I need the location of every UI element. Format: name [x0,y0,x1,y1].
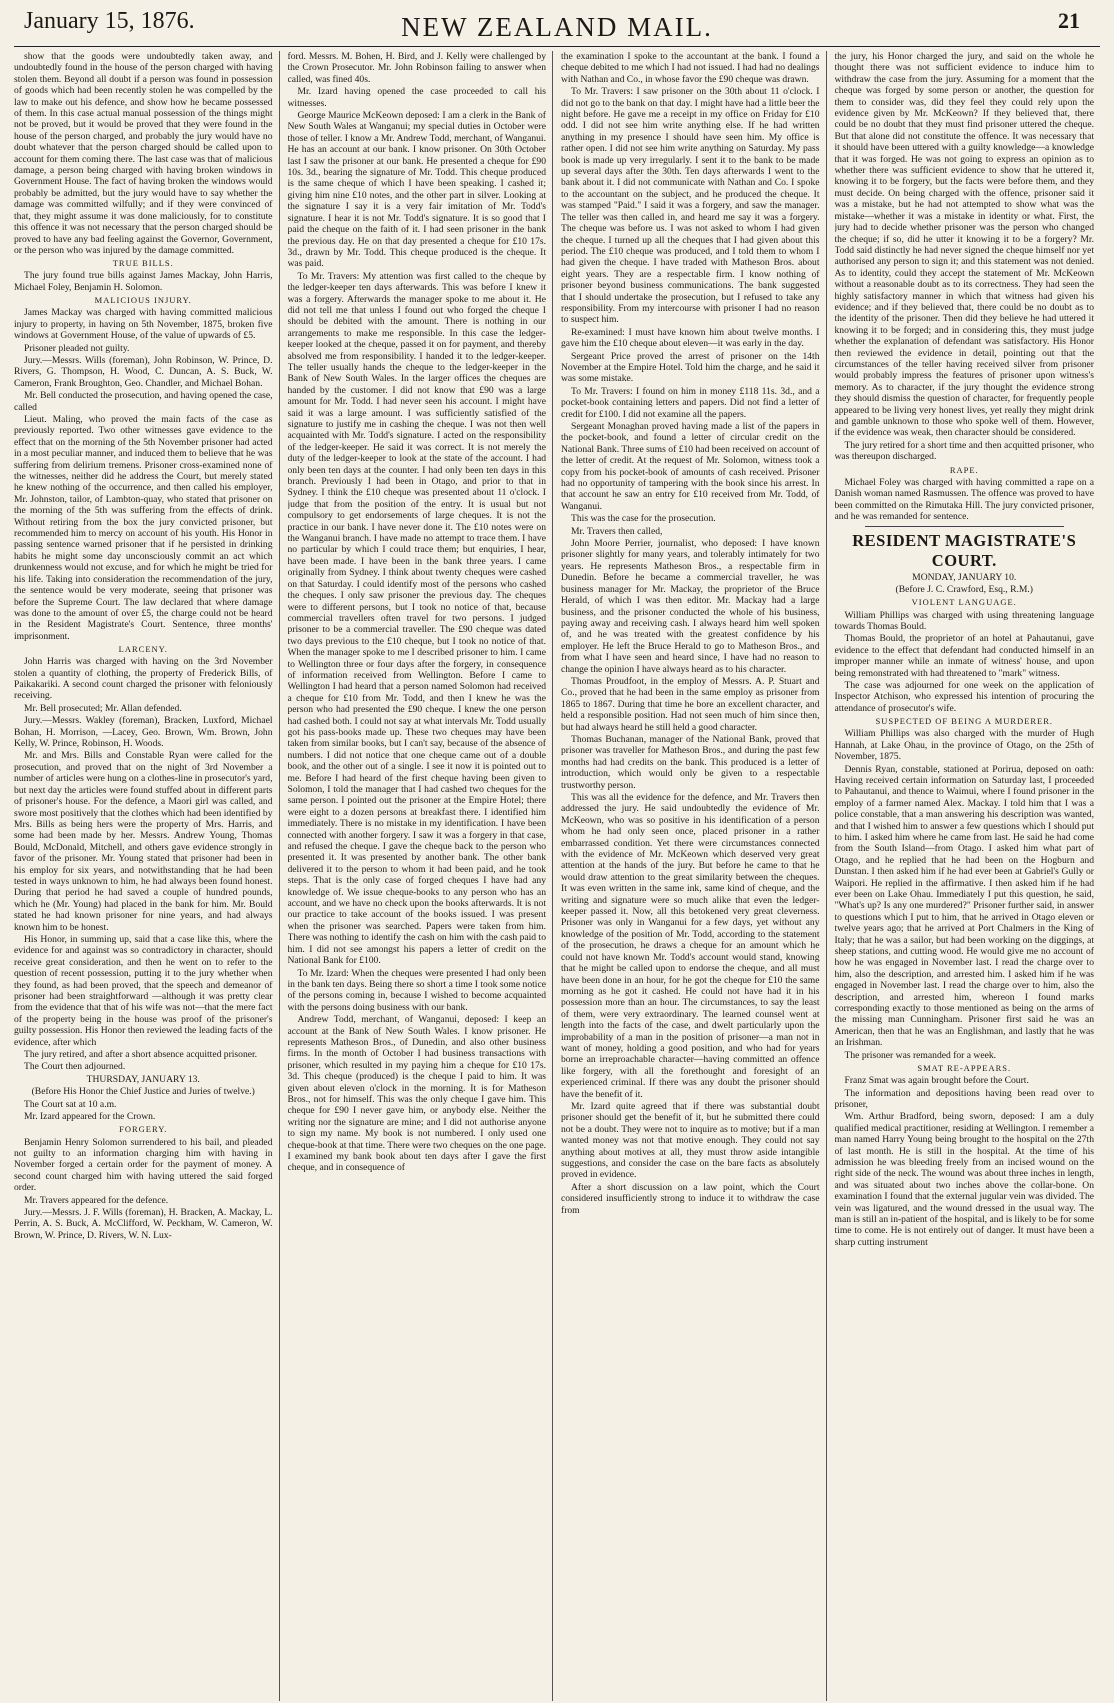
date-heading: THURSDAY, JANUARY 13. [86,1073,200,1085]
paragraph: This was the case for the prosecution. [571,513,716,525]
paragraph: Sergeant Monaghan proved having made a list of the papers in the pocket-book, and found a letter of circular credit on the National Bank. Three sums of £10 had been received on account of the letter of credit. At the request of Mr. Solomon, witness took a copy from his pocket-book of amounts of cash received. Prisoner had no opportunity of tampering with the book since his arrest. In that account he saw an entry for £10 received from Mr. Todd, of Wanganui. [561,421,820,512]
paragraph: Benjamin Henry Solomon surrendered to his bail, and pleaded not guilty to an information charging him with having in November forged a certain order for the payment of money. A second count charged him with having uttered the said forged order. [14,1136,273,1194]
paragraph: To Mr. Travers: I found on him in money £118 11s. 3d., and a pocket-book containing letters and papers. Did not find a letter of credit for £100. I did not examine all the papers. [561,385,820,420]
column-2 [288,51,554,1701]
paragraph: Sergeant Price proved the arrest of prisoner on the 14th November at the Empire Hotel. Told him the charge, and he said it was some mistake. [561,350,820,385]
paragraph: show that the goods were undoubtedly taken away, and undoubtedly found in the house of the person charged with having stolen them. Beyond all doubt if a person was found in possession of goods which had been recently stolen he was compelled by the law to make out his defence, and show how he became possessed of them. In this case actual manual possession of the things might not be proved, but it would be proved that they were found in the house of the person charged, and probably the jury would have no doubt whatever that the person charged should be called upon to account for them coming there. The last case was that of malicious damage, a person being charged with having broken windows in Government House. The fact of having broken the windows would probably be admitted, but the jury would have to say whether the damage was committed wilfully; and if they were convinced of that, they might assume it was done maliciously, for to constitute this offence it was not necessary that the person charged should be proved to have any bad feeling against the Governor, Government, or the person who was injured by the damage committed. [14,51,273,256]
paragraph: Mr. and Mrs. Bills and Constable Ryan were called for the prosecution, and proved that on the night of 3rd November a number of articles were hung on a clothes-line in prosecutor's yard, but next day the articles were found stuffed about in different parts of prisoner's house. For the defence, a Maori girl was called, and swore most positively that the clothes which had been identified by Mrs. Bills as being hers were the property of Mrs. Harris, and some had been made by her. Messrs. Andrew Young, Thomas Bould, McDonald, Mitchell, and others gave evidence strongly in favor of the prisoner. Mr. Young stated that prisoner had been in his employ for six years, and notwithstanding that he had been tested in ways unknown to him, he had always been found honest. During that period he had saved a couple of hundred pounds, which he (Mr. Young) had placed in the bank for him. Mr. Bould stated he had known prisoner for nine years, and had always known him to be honest. [14,750,273,933]
paragraph: After a short discussion on a law point, which the Court considered insufficiently strong to induce it to withdraw the case from [561,1181,820,1216]
paragraph: Jury.—Messrs. Wills (foreman), John Robinson, W. Prince, D. Rivers, G. Thompson, H. Wood, C. Duncan, A. S. Buck, W. Cameron, Frank Broughton, Geo. Chandler, and Michael Bohan. [14,354,273,389]
paragraph: Mr. Bell prosecuted; Mr. Allan defended. [24,702,182,714]
paragraph: the jury, his Honor charged the jury, and said on the whole he thought there was not sufficient evidence to induce him to withdraw the case from the jury. Assuming for a moment that the cheque was forged by some person or another, the question for them to consider was, did they feel they could rely upon the evidence given by Mr. McKeown? If they believed that, there could be no doubt that they must find prisoner uttered the cheque. But that alone did not constitute the offence. It was necessary that it should have been uttered with a guilty knowledge—a knowledge that it was forged. He was not going to express an opinion as to whether there was sufficient evidence to show that he uttered it, knowing it to be forgery, but the facts were before them, and they must decide. On being charged with the offence, prisoner said it was a mistake, but he had not attempted to show what was the mistake—whether it was a mistake in identity or what. First, the jury had to decide whether prisoner was the person who changed the cheque; if so, did he utter it knowing it to be a forgery? Mr. Todd said distinctly he had never signed the cheque himself nor yet authorised any person to sign it; and this statement was not denied. As to identity, could they accept the statement of Mr. McKeown without a reasonable doubt as to its correctness. They had seen the highly satisfactory manner in which that witness had given his evidence; and if they believed that, there could be no doubt as to the identity of the prisoner. Then did they believe he had uttered it knowing it to be forged; and in considering this, they must judge whether the explanation of defendant was satisfactory. His Honor then reviewed the evidence in detail, pointing out that the circumstances of the teller having received silver from prisoner would probably impress the features of prisoner upon witness's memory. As to character, if the jury thought the evidence strong they should dismiss the question of character, for frequently people appeared to be living very honest lives, yet really they might drink and gamble unknown to those who spoke well of them. However, if the evidence was weak, then character should be considered. [834,51,1094,439]
paragraph: George Maurice McKeown deposed: I am a clerk in the Bank of New South Wales at Wanganui; my special duties in October were those of teller. I know a Mr. Andrew Todd, merchant, of Wanganui. He has an account at our bank. I know prisoner. On 30th October last I saw the prisoner at our bank. He presented a cheque for £90 10s. 3d., bearing the signature of Mr. Todd. This cheque produced is the same cheque of which I have been speaking. I cashed it; giving him nine £10 notes, and the other part in silver. Looking at the signature I say it is a very fair imitation of Mr. Todd's signature. I hear it is not Mr. Todd's signature. It is so good that I paid the cheque on the faith of it. I had seen prisoner in the bank the previous day. He on that day presented a cheque for £10 17s. 3d., drawn by Mr. Todd. This cheque produced is the cheque. It was paid. [287,110,546,270]
court-note: (Before J. C. Crawford, Esq., R.M.) [895,584,1033,596]
section-heading: TRUE BILLS. [112,258,174,269]
divider [865,526,1065,527]
section-heading: LARCENY. [118,644,168,655]
paragraph: ford. Messrs. M. Bohen, H. Bird, and J. Kelly were challenged by the Crown Prosecutor. Mr. John Robinson failing to answer when called, was fined 40s. [287,51,546,85]
page-number: 21 [1058,8,1080,33]
paragraph: James Mackay was charged with having committed malicious injury to property, in having on 5th November, 1875, broken five windows at Government House, of the value of upwards of £5. [14,307,273,342]
paragraph: To Mr. Travers: My attention was first called to the cheque by the ledger-keeper ten days afterwards. This was before I knew it was a forgery. Afterwards the manager spoke to me about it. He did not tell me that unless I found out who forged the cheque I should be debited with the amount. There is nothing in our arrangements to make me responsible. In this case the ledger-keeper looked at the cheque, passed it on for payment, and thereby absolved me from responsibility. I handed it to the ledger-keeper. The teller usually hands the cheque to the ledger-keeper in the Bank of New South Wales. In the larger offices the cheques are handed by the customer. I did not know that £90 was a large amount for Mr. Todd. I had never seen his account. I might have said it was a large amount. I was sufficiently satisfied of the signature to justify me in cashing the cheque. I was not then well acquainted with Mr. Todd's signature. I acted on the responsibility of the ledger-keeper. He said it was correct. It is not merely the duty of the ledger-keeper to look at the state of the account. I had only been ten days at the counter. I had only been ten days in this branch. Previously I had been in Otago, and prior to that in Sydney. I think the £10 cheque was presented about 11 o'clock. I judge that from the position of the entry. It is usual but not compulsory to get endorsements of large cheques. It is not the practice in our bank. I have never done it. The £10 notes were on the Wanganui branch. I have made no attempt to trace them. I have no particular by which I could trace them; but enquiries, I hear, have been made. I have been in the bank three years. I came originally from Sydney. I think about twenty cheques were cashed on that Saturday. I could identify most of the persons who cashed the cheques. I only saw prisoner the previous day. The cheques were to different persons, but I took no notice of that, because commercial travellers often travel for two persons. I judged prisoner to be a commercial traveller. The £90 cheque was dated two days previous to the £10 cheque, but I took no notice of that. When the manager spoke to me I described prisoner to him. I came to Wellington three or four days after the forgery, in consequence of information received from Wellington. Before I came to Wellington I had heard that a person named Solomon had received a cheque for £10 from Mr. Todd, and then I knew he was the person who had presented the £90 cheque. I knew the one person had cashed both. I could not say at what intervals Mr. Todd usually got his pass-books made up. These two cheques may have been taken from similar books, but I can't say, because of the absence of numbers. I did not notice that one cheque came out of a double book, and the other out of a single. I see it now it is pointed out to me. Before I had heard of the first cheque having been given to Solomon, I told the manager that I had cashed two cheques for the same person. I pointed out the prisoner at the Empire Hotel; there were eight to a dozen persons at breakfast there. I identified him immediately. There is no mistake in my identification. I have been connected with another forgery. I saw it was a forgery in that case, and refused the cheque. I gave the cheque back to the person who presented it. It was presented by another bank. The other bank delivered it to the person to whom it had been paid, and he took steps. That is the only case of forged cheques I have had any knowledge of. We issue cheque-books to any person who has an account, and we have no check upon the books afterwards. It is not our practice to take account of the books issued. I was present when the prisoner was searched. Papers were taken from him. There was nothing to identify the cash on him with the cash paid to him. I did not see amongst his papers a letter of credit on the National Bank for £100. [287,270,546,967]
paragraph: Prisoner pleaded not guilty. [24,342,130,354]
section-heading: MALICIOUS INJURY. [94,295,192,306]
issue-date: January 15, 1876. [24,8,195,34]
paragraph: The jury retired, and after a short absence acquitted prisoner. [24,1049,258,1061]
paragraph: Andrew Todd, merchant, of Wanganui, deposed: I keep an account at the Bank of New South Wales. I know prisoner. He represents Matheson Bros., of Dunedin, and also other business firms. In the month of October I had business transactions with prisoner, which resulted in my paying him a cheque for £10 17s. 3d. This cheque (produced) is the cheque I paid to him. It was given about eleven o'clock in the morning. It is for Matheson Bros., not for himself. This was the only cheque I gave him. This cheque for £90 I never gave him, or anybody else. Neither the writing nor the signature are mine; and I did not authorise anyone to sign my name. My book is not numbered. I only used one cheque-book at that time. There were two cheques on the one page. I examined my bank book about ten days after I gave the first cheque, and in consequence of [287,1014,546,1174]
masthead-title: NEW ZEALAND MAIL. [401,12,713,42]
section-heading: SMAT RE-APPEARS. [917,1063,1012,1074]
paragraph: Re-examined: I must have known him about twelve months. I gave him the £10 cheque about eleven—it was early in the day. [561,326,820,350]
paragraph: The prisoner was remanded for a week. [844,1049,997,1061]
date-heading: MONDAY, JANUARY 10. [912,571,1017,583]
paragraph: Dennis Ryan, constable, stationed at Porirua, deposed on oath: Having received certain information on Saturday last, I proceeded to Pahautanui, and thence to Waimui, where I found prisoner in the employ of a farmer named Alex. Mackay. I told him that I was a police constable, that a man answering his description was wanted, and that I wished him to answer a few questions which I should put to him. I asked him where he came from last. He said he had come from the South Island—from Otago. I asked him what part of Otago, and he replied that he had been on the Hogburn and Dunstan. I then asked him if he had ever been at Gabriel's Gully or Waipori. He replied in the affirmative. I then asked him if he had ever been on Lake Ohau. Immediately I put this question, he said, "What's up? Is any one murdered?" Prisoner further said, in answer to questions which I put to him, that he arrived in Otago eleven or twelve years ago; that he arrived at Port Chalmers in the King of Italy; that he was a sailor, but had been working on the diggings, at sheep stations, and cutting wood. He would give me no account of how he was engaged in November last. I read the charge over to him, also the description, and arrested him. I asked him if he was engaged in November last. I read the charge over to him, also the description, and arrested him, whereon I found marks corresponding exactly to those mentioned as being on the arms of the missing man Cunningham. Prisoner first said he was an American, then that he was an Englishman, and lastly that he was an Irishman. [834,763,1094,1049]
paragraph: Mr. Izard quite agreed that if there was substantial doubt prisoner should get the benefit of it, but he submitted there could not be a doubt. They were not to inquire as to motive; but if a man wanted money was not that motive enough. They could not say anything about motives at all, they must throw aside intangible suggestions, and consider the case on the bare facts as absolutely proved in evidence. [561,1100,820,1181]
section-heading: VIOLENT LANGUAGE. [911,597,1017,608]
court-note: (Before His Honor the Chief Justice and Juries of twelve.) [31,1086,255,1098]
section-heading: RAPE. [949,464,979,475]
paragraph: Thomas Proudfoot, in the employ of Messrs. A. P. Stuart and Co., proved that he had been in the same employ as prisoner from 1865 to 1867. During that time he bore an excellent character, and held a responsible position. Had not seen much of him since then, but had always heard he still held a good character. [561,675,820,733]
paragraph: Lieut. Maling, who proved the main facts of the case as previously reported. Two other witnesses gave evidence to the effect that on the morning of the 5th November prisoner had acted in a most peculiar manner, and induced them to believe that he was suffering from delirium tremens. Prisoner cross-examined none of the witnesses, neither did he address the Court, but merely stated he knew nothing of the occurrence, and then called his employer, Mr. Johnston, tailor, of Lambton-quay, who stated that prisoner on the morning of the 5th was suffering from the effects of drink. Without retiring from the box the jury convicted prisoner, but recommended him to mercy on account of his youth. His Honor in passing sentence warned prisoner that if he persisted in drinking habits he might some day unconsciously commit an act which drunkenness would not excuse, and for which he might be tried for his life. Taking into consideration the recommendation of the jury, the sentence would be very moderate, seeing that prisoner was before the Supreme Court. The law declared that where damage was done to the amount of over £5, the charge could not be heard in the Resident Magistrate's Court. Sentence, three months' imprisonment. [14,414,273,642]
paragraph: Wm. Arthur Bradford, being sworn, deposed: I am a duly qualified medical practitioner, residing at Wellington. I remember a man named Harry Young being brought to the hospital on the 27th of last month. He is still in the hospital. At the time of his admission he was bleeding freely from an incised wound on the right side of the neck. The wound was about three inches in length, and was situated about two inches above the collar-bone. On examination I found that the external jugular vein was divided. The vein was ligatured, and the wound dressed in the usual way. The man is still an in-patient of the hospital, and is likely to be for some time to come. He is not entirely out of danger. It must have been a sharp cutting instrument [834,1111,1094,1248]
paragraph: Franz Smat was again brought before the Court. [844,1075,1029,1087]
paragraph: Jury.—Messrs. J. F. Wills (foreman), H. Bracken, A. Mackay, L. Perrin, A. S. Buck, A. McClifford, W. Peckham, W. Cameron, W. Brown, W. Prince, D. Rivers, W. N. Lux- [14,1207,273,1241]
paragraph: The information and depositions having been read over to prisoner, [834,1087,1094,1110]
paragraph: Mr. Bell conducted the prosecution, and having opened the case, called [14,390,273,413]
paragraph: Mr. Travers then called, [571,525,663,537]
article-columns [14,51,1100,1701]
column-1 [14,51,280,1701]
court-heading: RESIDENT MAGISTRATE'S COURT. [852,531,1077,570]
paragraph: His Honor, in summing up, said that a case like this, where the evidence for and against was so contradictory in character, should receive great consideration, and then he went on to refer to the question of recent possession, putting it to the jury whether when they found, as had been proved, that the speech and demeanor of prisoner had been straightforward —although it was pretty clear from the evidence that that of his wife was not—that the mere fact of the property being in the house was proof of the prisoner's guilty possession. His Honor then reviewed the leading facts of the evidence, after which [14,933,273,1048]
paragraph: Mr. Izard having opened the case proceeded to call his witnesses. [287,86,546,109]
paragraph: The case was adjourned for one week on the application of Inspector Atchison, who expressed his intention of procuring the attendance of prosecutor's wife. [834,679,1094,714]
paragraph: To Mr. Travers: I saw prisoner on the 30th about 11 o'clock. I did not go to the bank on that day. I might have had a little beer the night before. He gave me a receipt in my office on Friday for £10 odd. I did not see him write anything else. If he had written anything in my presence I should have seen him. My office is rather open. I did not see him write anything on Saturday. My pass book is made up very irregularly. I sent it to the bank to be made up several days after the 30th. Ten days afterwards I went to the bank about it. I did not communicate with Nathan and Co. I spoke to the accountant on the subject, and he produced the cheque. It was stamped "Paid." I said it was a forgery, and saw the manager. The teller was then called in, and heard me say it was a forgery. The cheque was before us. I was not asked to whom I had given the cheque. I turned up all the cheques that I had given about this period. The £10 cheque was produced, and I told them to whom I had given the cheque. I have traded with Matheson Bros. about eight years. They are a respectable firm. I know nothing of prisoner beyond business communications. The bank suggested that I should undertake the prosecution, but I refused to take any responsibility. From my intercourse with prisoner I had no reason to suspect him. [561,86,820,326]
paragraph: The Court then adjourned. [24,1061,126,1073]
column-3 [561,51,827,1701]
paragraph: William Phillips was charged with using threatening language towards Thomas Bould. [834,609,1094,632]
paragraph: Mr. Travers appeared for the defence. [24,1194,169,1206]
paragraph: the examination I spoke to the accountant at the bank. I found a cheque debited to me which I had not issued. I had had no dealings with Nathan and Co., in whose favor the £90 cheque was drawn. [561,51,820,85]
paragraph: To Mr. Izard: When the cheques were presented I had only been in the bank ten days. Being there so short a time I took some notice of the persons coming in, because I wished to become acquainted with the persons doing business with our bank. [287,967,546,1013]
column-4 [835,51,1101,1701]
paragraph: John Moore Perrier, journalist, who deposed: I have known prisoner slightly for many years, and tolerably intimately for two years. He represents Matheson Bros., a respectable firm in Dunedin. Before he became a commercial traveller, he was business manager for Mr. Mackay, the proprietor of the Bruce Herald, of which I was then editor. Mr. Mackay had a large business, and the prisoner conducted the whole of his business, paying away and receiving cash. I always heard him well spoken of, and he was treated with the greatest confidence by his employer. He left the Bruce Herald to go to Matheson Bros., and from what I have seen and heard since, I have had no reason to change the opinion I have always heard as to his character. [561,538,820,675]
paragraph: John Harris was charged with having on the 3rd November stolen a quantity of clothing, the property of Frederick Bills, of Paikakariki. A second count charged the prisoner with feloniously receiving. [14,656,273,702]
paragraph: This was all the evidence for the defence, and Mr. Travers then addressed the jury. He said undoubtedly the evidence of Mr. McKeown, who was so positive in his identification of a person whom he had only seen once, placed prisoner in a rather embarrassed condition. Yet there were circumstances connected with the evidence of Mr. McKeown which deserved very great attention at the hands of the jury. But before he came to that he would draw attention to the great similarity between the cheques. It was even written in the same ink, same kind of cheque, and the writing and signature were so much alike that even the ledger-keeper passed it. Now, all this betokened very great cleverness. Prisoner was only in Wanganui for a few days, yet without any knowledge of the position of Mr. Todd, according to the statement of the prosecution, he draws a cheque for an amount which he could not have known Mr. Todd's account would stand, knowing that he might be called upon to endorse the cheque, and all must have been done in an hour, for he got the cheque for £10 the same morning as he got it cashed. He could not have had it in his possession more than an hour. The circumstances, to say the least of them, were very extraordinary. The learned counsel went at length into the facts of the case, and dwelt particularly upon the improbability of a man in the position of prisoner—a man not in want of money, holding a good position, and who had for years borne an irreproachable character—having committed an offence like forgery, with all the forethought and foresight of an experienced criminal. If there was any doubt the prisoner should have the benefit of it. [561,792,820,1100]
paragraph: The Court sat at 10 a.m. [24,1098,117,1110]
paragraph: William Phillips was also charged with the murder of Hugh Hannah, at Lake Ohau, in the province of Otago, on the 25th of November, 1875. [834,728,1094,763]
paragraph: Mr. Izard appeared for the Crown. [24,1111,156,1123]
paragraph: The jury found true bills against James Mackay, John Harris, Michael Foley, Benjamin H. Solomon. [14,270,273,293]
paragraph: Jury.—Messrs. Wakley (foreman), Bracken, Luxford, Michael Bohan, H. Morrison, —Lacey, Geo. Brown, Wm. Brown, John Kelly, W. Prince, Robinson, H. Woods. [14,715,273,750]
section-heading: SUSPECTED OF BEING A MURDERER. [875,716,1054,727]
page-header [14,6,1100,47]
paragraph: The jury retired for a short time and then acquitted prisoner, who was thereupon discharged. [834,439,1094,463]
paragraph: Thomas Buchanan, manager of the National Bank, proved that prisoner was traveller for Matheson Bros., and during the past few months had had credits on the bank. This produced is a letter of introduction, which would only be given to a respectable trustworthy person. [561,733,820,791]
paragraph: Thomas Bould, the proprietor of an hotel at Pahautanui, gave evidence to the effect that defendant had conducted himself in an improper manner while an inmate of witness' house, and upon being remonstrated with had threatened to "mark" witness. [834,633,1094,679]
section-heading: FORGERY. [119,1124,168,1135]
paragraph: Michael Foley was charged with having committed a rape on a Danish woman named Rasmussen. The offence was proved to have been committed on the Rimutaka Hill. The jury convicted prisoner, and he was remanded for sentence. [834,476,1094,522]
